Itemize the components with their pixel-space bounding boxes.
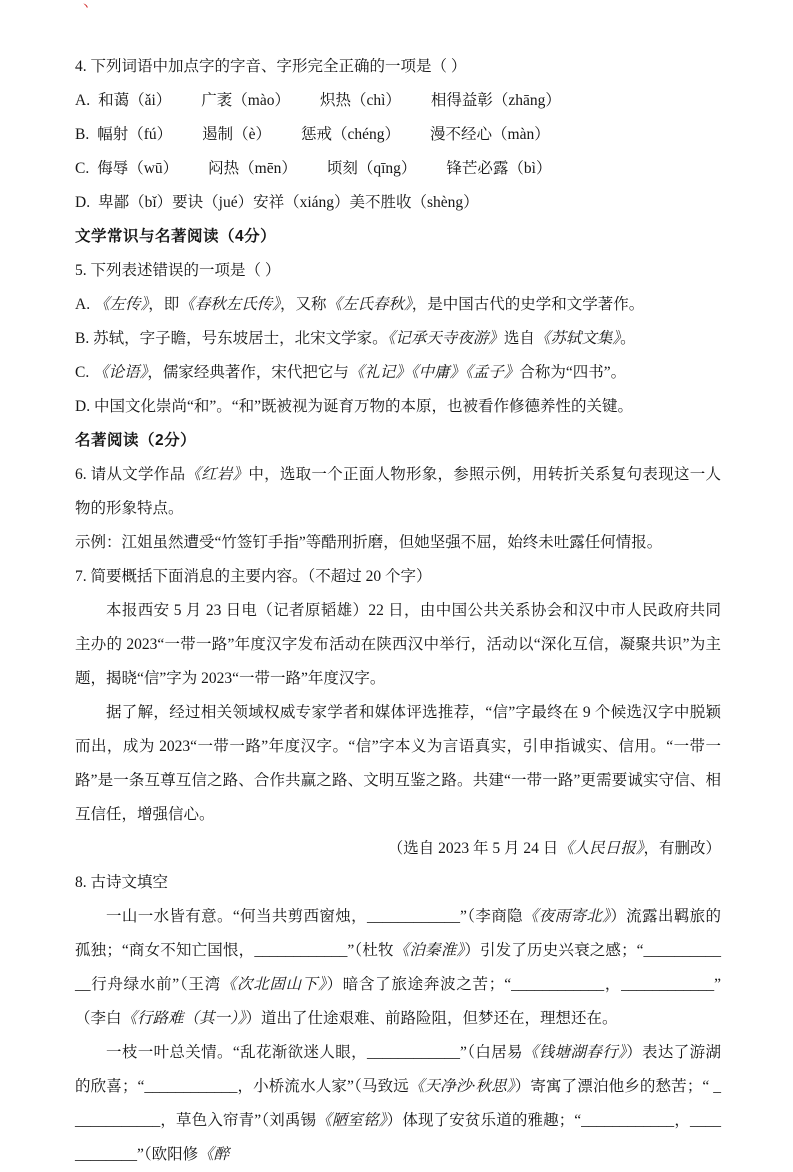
question-8-paragraph-2 (75, 1036, 721, 1172)
option-item: 锋芒必露（bì） (446, 160, 552, 177)
option-item: 侮辱（wū） (97, 160, 179, 177)
text-run: 据了解，经过相关领域权威专家学者和媒体评选推荐，“信”字最终在 9 个候选汉字中脱颖而出，成为 2023“一带一路”年度汉字。“信”字本义为言语真实，引申指诚实、信用。“一带一路”是一条互尊互信之路、合作共赢之路、文明互鉴之路。共建“一带一路”更需要诚实守信、相互信任，增强信心。 (75, 704, 721, 823)
book-title: 《行路难（其一）》 (121, 1010, 246, 1027)
text-run: 名著阅读（2分） (75, 432, 197, 449)
text-run: D. 中国文化崇尚“和”。“和”既被视为诞育万物的本原，也被看作修德养性的关键。 (75, 398, 633, 415)
text-run: ，是中国古代的史学和文学著作。 (411, 296, 645, 313)
book-title: 《次北固山下》 (220, 976, 327, 993)
question-4-option-b (75, 118, 721, 152)
text-run: 文学常识与名著阅读（4分） (75, 228, 277, 245)
book-title: 《论语》 (93, 364, 148, 381)
option-item: 漫不经心（màn） (430, 126, 550, 143)
question-4-option-a (75, 84, 721, 118)
text-run: 。 (620, 330, 636, 347)
text-run: 合称为“四书”。 (519, 364, 627, 381)
book-title: 《天净沙·秋思》 (408, 1078, 515, 1095)
question-5-option-c (75, 356, 721, 390)
option-item: 卑鄙（bǐ）要诀（jué）安祥（xiáng）美不胜收（shèng） (98, 194, 479, 211)
option-item: 闷热（mēn） (208, 160, 297, 177)
option-item: 广袤（mào） (201, 92, 290, 109)
option-item: 相得益彰（zhāng） (430, 92, 561, 109)
red-corner-mark: 丶 (80, 1, 91, 13)
book-title: 《钱塘湖春行》 (522, 1044, 627, 1061)
book-title: 《醉 (198, 1146, 230, 1163)
option-label: A. (75, 92, 91, 109)
book-title: 《泊秦淮》 (393, 942, 465, 959)
question-6-stem (75, 458, 721, 526)
text-run: 8. 古诗文填空 (75, 874, 169, 891)
book-title: 《人民日报》 (558, 840, 644, 857)
question-5-option-d (75, 390, 721, 424)
book-title: 《记承天寺夜游》 (387, 330, 504, 347)
text-run: ）表达了游湖的欣喜；“____________，小桥流水人家”（马致远 (75, 1044, 721, 1095)
question-4-stem (75, 50, 721, 84)
text-run: 选自 (503, 330, 535, 347)
question-5-stem (75, 254, 721, 288)
text-run: ）暗含了旅途奔波之苦；“____________，____________”（李白 (75, 976, 721, 1027)
text-run: ）引发了历史兴衰之感；“____________行舟绿水前”（王湾 (75, 942, 721, 993)
text-run: 中，选取一个正面人物形象，参照示例，用转折关系复句表现这一人物的形象特点。 (75, 466, 721, 517)
question-5-option-b (75, 322, 721, 356)
option-item: 遏制（è） (202, 126, 272, 143)
text-run: ，又称 (280, 296, 327, 313)
question-8-stem (75, 866, 721, 900)
book-title: 《红岩》 (185, 466, 249, 483)
text-run: 4. 下列词语中加点字的字音、字形完全正确的一项是（ ） (75, 58, 467, 75)
option-label: B. (75, 126, 90, 143)
text-run: ）道出了仕途艰难、前路险阻，但梦还在，理想还在。 (245, 1010, 618, 1027)
option-item: 顷刻（qīng） (326, 160, 417, 177)
section-heading-literature (75, 220, 721, 254)
option-item: 炽热（chì） (319, 92, 401, 109)
question-6-example (75, 526, 721, 560)
text-run: ）流露出羁旅的孤独；“商女不知亡国恨，____________”（杜牧 (75, 908, 721, 959)
option-item: 和蔼（ǎi） (98, 92, 172, 109)
text-run: ，儒家经典著作，宋代把它与 (147, 364, 349, 381)
text-run: 6. 请从文学作品 (75, 466, 186, 483)
news-source-line (75, 832, 721, 866)
text-run: （选自 2023 年 5 月 24 日 (387, 840, 559, 857)
book-title: 《春秋左氏传》 (179, 296, 280, 313)
text-run: 示例：江姐虽然遭受“竹签钉手指”等酷刑折磨，但她坚强不屈，始终未吐露任何情报。 (75, 534, 663, 551)
book-title: 《陋室铭》 (316, 1112, 387, 1129)
text-run: 5. 下列表述错误的一项是（ ） (75, 262, 281, 279)
book-title: 《苏轼文集》 (534, 330, 621, 347)
text-run: 一山一水皆有意。“何当共剪西窗烛，____________”（李商隐 (106, 908, 523, 925)
book-title: 《左氏春秋》 (326, 296, 412, 313)
question-4-option-c (75, 152, 721, 186)
question-5-option-a (75, 288, 721, 322)
book-title: 《夜雨寄北》 (522, 908, 611, 925)
option-label: C. (75, 160, 90, 177)
section-heading-famous-works (75, 424, 721, 458)
option-item: 惩戒（chéng） (301, 126, 401, 143)
text-run: A. (75, 296, 94, 313)
text-run: 一枝一叶总关情。“乱花渐欲迷人眼，____________”（白居易 (106, 1044, 523, 1061)
text-run: B. 苏轼，字子瞻，号东坡居士，北宋文学家。 (75, 330, 388, 347)
question-4-option-d (75, 186, 721, 220)
text-run: ）寄寓了漂泊他乡的愁苦；“ ____________，草色入帘青”（刘禹锡 (75, 1078, 721, 1129)
document-body (75, 50, 721, 1172)
text-run: ，有删改） (643, 840, 721, 857)
news-paragraph-1 (75, 594, 721, 696)
text-run: ）体现了安贫乐道的雅趣；“____________，____________”（欧阳修 (75, 1112, 721, 1163)
text-run: ，即 (148, 296, 180, 313)
option-item: 幅射（fú） (97, 126, 173, 143)
book-title: 《礼记》《中庸》《孟子》 (348, 364, 520, 381)
question-8-paragraph-1 (75, 900, 721, 1036)
news-paragraph-2 (75, 696, 721, 832)
text-run: C. (75, 364, 94, 381)
text-run: 本报西安 5 月 23 日电（记者原韬雄）22 日，由中国公共关系协会和汉中市人民政府共同主办的 2023“一带一路”年度汉字发布活动在陕西汉中举行，活动以“深化互信，凝聚共识”为主题，揭晓“信”字为 2023“一带一路”年度汉字。 (75, 602, 721, 687)
book-title: 《左传》 (93, 296, 149, 313)
option-label: D. (75, 194, 91, 211)
question-7-stem (75, 560, 721, 594)
text-run: 7. 简要概括下面消息的主要内容。（不超过 20 个字） (75, 568, 432, 585)
